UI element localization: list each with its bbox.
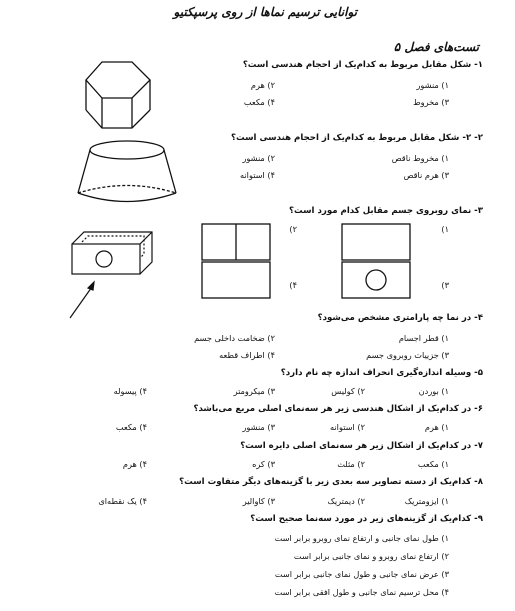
question-8: ۸- کدام‌یک از دسته تصاویر سه بعدی زیر با گزینه‌های دیگر متفاوت است؟ [179, 477, 483, 487]
hexagonal-prism-figure [84, 58, 154, 133]
q1-option-4: ۴) مکعب [243, 97, 275, 107]
page-title: توانایی ترسیم نماها از روی پرسپکتیو [173, 5, 357, 19]
q3-option-2-view [200, 222, 272, 302]
question-5: ۵- وسیله اندازه‌گیری انحراف اندازه چه نام دارد؟ [280, 368, 483, 378]
q6-option-2: ۲) استوانه [330, 422, 365, 432]
question-6: ۶- در کدام‌یک از اشکال هندسی زیر هر سه‌نمای اصلی مربع می‌باشد؟ [193, 404, 483, 414]
q8-option-3: ۳) کاوالیر [242, 496, 275, 506]
q5-option-3: ۳) میکرومتر [233, 386, 275, 396]
q9-option-4: ۴) محل ترسیم نمای جانبی و طول افقی برابر است [274, 587, 449, 597]
q7-option-3: ۳) کره [252, 459, 275, 469]
section-title: تست‌های فصل ۵ [393, 40, 479, 54]
q4-option-3: ۳) جزییات روبروی جسم [366, 350, 449, 360]
q6-option-3: ۳) منشور [242, 422, 275, 432]
truncated-cone-figure [75, 138, 180, 204]
q1-option-1: ۱) منشور [416, 80, 449, 90]
q2-option-2: ۲) منشور [242, 153, 275, 163]
q6-option-1: ۱) هرم [424, 422, 449, 432]
question-4: ۴- در نما چه پارامتری مشخص می‌شود؟ [317, 313, 483, 323]
q3-option-1: ۱) [441, 224, 449, 234]
q3-option-4: ۴) [289, 280, 297, 290]
q3-option-3: ۳) [441, 280, 449, 290]
q2-option-3: ۳) هرم ناقص [403, 170, 449, 180]
q4-option-4: ۴) اطراف قطعه [219, 350, 275, 360]
q4-option-2: ۲) ضخامت داخلی جسم [194, 333, 275, 343]
q5-option-1: ۱) بوردن [418, 386, 449, 396]
q2-option-4: ۴) استوانه [240, 170, 275, 180]
q7-option-1: ۱) مکعب [417, 459, 449, 469]
q3-option-1-view [340, 222, 412, 302]
q5-option-2: ۲) کولیس [331, 386, 365, 396]
question-3: ۳- نمای روبروی جسم مقابل کدام مورد است؟ [289, 206, 483, 216]
box-with-hole-figure [68, 226, 158, 318]
q3-option-2: ۲) [289, 224, 297, 234]
q7-option-4: ۴) هرم [122, 459, 147, 469]
question-1: ۱- شکل مقابل مربوط به کدام‌یک از احجام هندسی است؟ [242, 60, 483, 70]
question-9: ۹- کدام‌یک از گزینه‌های زیر در مورد سه‌نما صحیح است؟ [250, 514, 483, 524]
q9-option-2: ۲) ارتفاع نمای روبرو و نمای جانبی برابر است [293, 551, 449, 561]
q6-option-4: ۴) مکعب [115, 422, 147, 432]
q7-option-2: ۲) مثلث [337, 459, 365, 469]
q1-option-3: ۳) مخروط [413, 97, 449, 107]
q1-option-2: ۲) هرم [250, 80, 275, 90]
q8-option-1: ۱) ایزومتریک [404, 496, 449, 506]
q8-option-2: ۲) دیمتریک [327, 496, 365, 506]
question-7: ۷- در کدام‌یک از اشکال زیر هر سه‌نمای اصلی دایره است؟ [240, 441, 483, 451]
q9-option-3: ۳) عرض نمای جانبی و طول نمای جانبی برابر است [274, 569, 449, 579]
q4-option-1: ۱) قطر اجسام [398, 333, 449, 343]
q8-option-4: ۴) یک نقطه‌ای [98, 496, 147, 506]
q9-option-1: ۱) طول نمای جانبی و ارتفاع نمای روبرو برابر است [274, 533, 449, 543]
q5-option-4: ۴) پیسوله [113, 386, 147, 396]
question-2: ۲- ۲- شکل مقابل مربوط به کدام‌یک از احجام هندسی است؟ [231, 133, 483, 143]
q2-option-1: ۱) مخروط ناقص [391, 153, 449, 163]
